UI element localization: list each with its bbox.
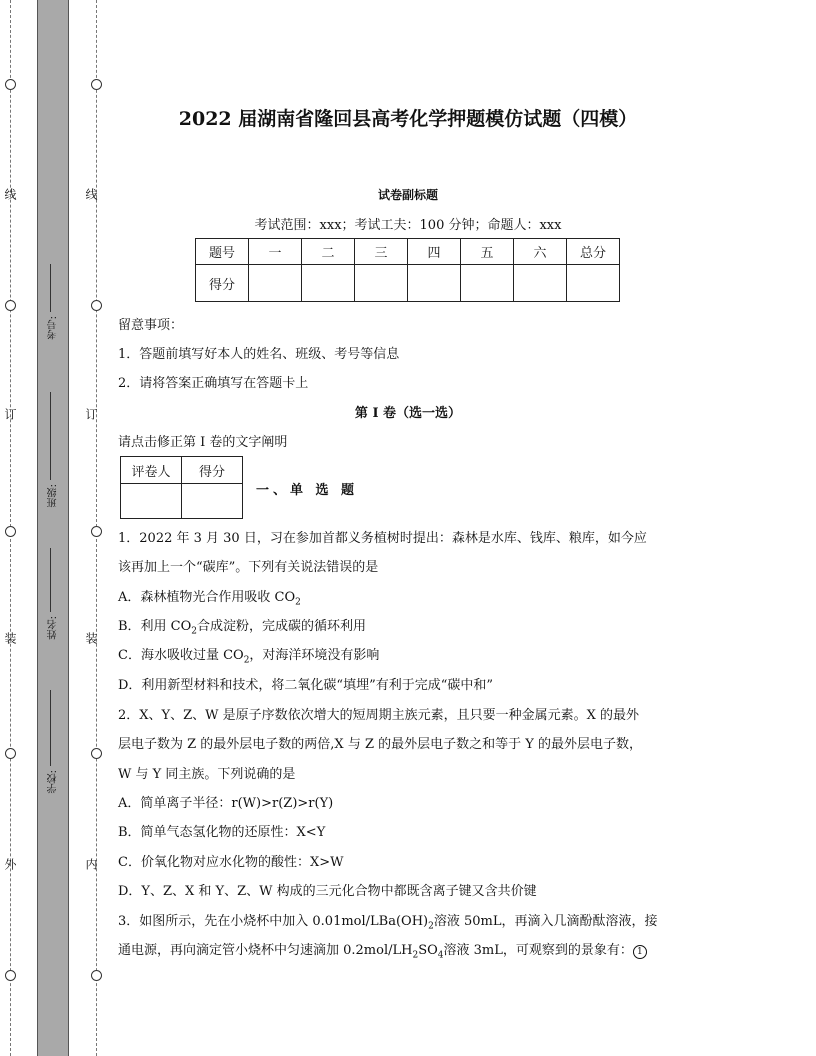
exam-number-label: 考号: — [48, 316, 59, 340]
score-header-cell: 四 — [408, 239, 461, 265]
grader-header-cell: 得分 — [182, 457, 243, 484]
subscript: 2 — [243, 655, 250, 666]
binding-char: 线 — [84, 188, 98, 200]
score-cell — [514, 265, 567, 302]
question-text: W 与 Y 同主族。下列说确的是 — [118, 767, 296, 782]
score-cell — [355, 265, 408, 302]
subscript: 2 — [412, 950, 419, 961]
binding-char: 订 — [3, 408, 17, 420]
question-text: 2．X、Y、Z、W 是原子序数依次增大的短周期主族元素，且只要一种金属元素。X 的最外 — [118, 708, 640, 723]
question-text: 该再加上一个“碳库”。下列有关说法错误的是 — [118, 560, 379, 575]
option-d: D．利用新型材料和技术，将二氧化碳“填埋”有利于完成“碳中和” — [118, 678, 494, 693]
binding-char: 装 — [84, 632, 98, 644]
option-text: ，对海洋环境没有影响 — [249, 648, 380, 663]
circled-number: 1 — [633, 945, 647, 959]
punch-hole — [5, 970, 16, 981]
grader-header-cell: 评卷人 — [121, 457, 182, 484]
question-fragment: 3．如图所示，先在小烧杯中加入 0.01mol/LBa(OH) — [118, 914, 429, 929]
grader-table — [120, 456, 243, 519]
question-text — [118, 939, 647, 961]
option-a: A．简单离子半径：r(W)>r(Z)>r(Y) — [118, 796, 334, 811]
option-c — [118, 644, 379, 666]
option-text: B．利用 CO — [118, 619, 192, 634]
option-a — [118, 586, 301, 608]
score-table-header-row — [196, 239, 620, 265]
punch-hole — [5, 79, 16, 90]
score-header-cell: 一 — [249, 239, 302, 265]
option-c: C．价氧化物对应水化物的酸性：X>W — [118, 855, 344, 870]
score-cell — [408, 265, 461, 302]
question-fragment: 溶液 50mL，再滴入几滴酚酞溶液，接 — [433, 914, 658, 929]
subscript: 2 — [428, 921, 434, 932]
binding-char: 线 — [3, 188, 17, 200]
question-fragment: 溶液 3mL，可观察到的景象有： — [443, 943, 633, 958]
grader-row — [121, 484, 243, 519]
score-cell — [249, 265, 302, 302]
binding-bar — [37, 0, 69, 1056]
punch-hole — [5, 748, 16, 759]
punch-hole — [5, 300, 16, 311]
punch-hole — [91, 748, 102, 759]
notes-heading: 留意事项： — [118, 318, 184, 333]
school-line — [50, 690, 51, 766]
option-d: D．Y、Z、X 和 Y、Z、W 构成的三元化合物中都既含离子键又含共价键 — [118, 884, 537, 899]
score-header-cell: 二 — [302, 239, 355, 265]
option-b — [118, 615, 366, 637]
subscript: 4 — [437, 950, 444, 961]
score-table — [195, 238, 620, 302]
class-line — [50, 392, 51, 480]
question-fragment: 通电源，再向滴定管小烧杯中匀速滴加 0.2mol/LH — [118, 943, 413, 958]
page-title: 2022 届湖南省隆回县高考化学押题模仿试题（四模） — [178, 108, 638, 130]
name-label: 姓名: — [48, 616, 59, 640]
note-item: 1．答题前填写好本人的姓名、班级、考号等信息 — [118, 347, 400, 362]
punch-hole — [91, 526, 102, 537]
binding-char: 外 — [3, 858, 17, 870]
score-header-cell: 总分 — [567, 239, 620, 265]
punch-hole — [91, 300, 102, 311]
score-table-row — [196, 265, 620, 302]
section-title: 一、单 选 题 — [256, 483, 359, 498]
grader-header-row — [121, 457, 243, 484]
score-header-cell: 六 — [514, 239, 567, 265]
subscript: 2 — [295, 597, 301, 608]
binding-char: 装 — [3, 632, 17, 644]
punch-hole — [5, 526, 16, 537]
punch-hole — [91, 970, 102, 981]
class-label: 班级: — [48, 484, 59, 508]
subscript: 2 — [191, 626, 198, 637]
score-header-cell: 三 — [355, 239, 408, 265]
score-row-label: 得分 — [196, 265, 249, 302]
question-text: 层电子数为 Z 的最外层电子数的两倍,X 与 Z 的最外层电子数之和等于 Y 的最外层电子数， — [118, 737, 642, 752]
score-cell — [302, 265, 355, 302]
volume-title: 第 I 卷（选一选） — [354, 406, 462, 421]
score-header-cell: 题号 — [196, 239, 249, 265]
school-label: 学校: — [48, 770, 59, 794]
exam-number-line — [50, 264, 51, 312]
subtitle: 试卷副标题 — [377, 188, 438, 202]
option-text: A．森林植物光合作用吸收 CO — [118, 590, 296, 605]
volume-note: 请点击修正第 I 卷的文字阐明 — [118, 435, 288, 450]
binding-char: 内 — [84, 858, 98, 870]
score-cell — [567, 265, 620, 302]
note-item: 2．请将答案正确填写在答题卡上 — [118, 376, 309, 391]
question-text — [118, 910, 658, 932]
option-b: B．简单气态氢化物的还原性：X<Y — [118, 825, 326, 840]
exam-info: 考试范围：xxx；考试工夫：100 分钟；命题人：xxx — [254, 218, 562, 233]
punch-hole — [91, 79, 102, 90]
option-text: 合成淀粉，完成碳的循环利用 — [197, 619, 367, 634]
score-cell — [461, 265, 514, 302]
question-text: 1．2022 年 3 月 30 日，习在参加首都义务植树时提出：森林是水库、钱库、粮库，如今应 — [118, 531, 647, 546]
binding-char: 订 — [84, 408, 98, 420]
grader-cell — [182, 484, 243, 519]
grader-cell — [121, 484, 182, 519]
name-line — [50, 548, 51, 612]
question-fragment: SO — [418, 943, 438, 958]
score-header-cell: 五 — [461, 239, 514, 265]
option-text: C．海水吸收过量 CO — [118, 648, 244, 663]
